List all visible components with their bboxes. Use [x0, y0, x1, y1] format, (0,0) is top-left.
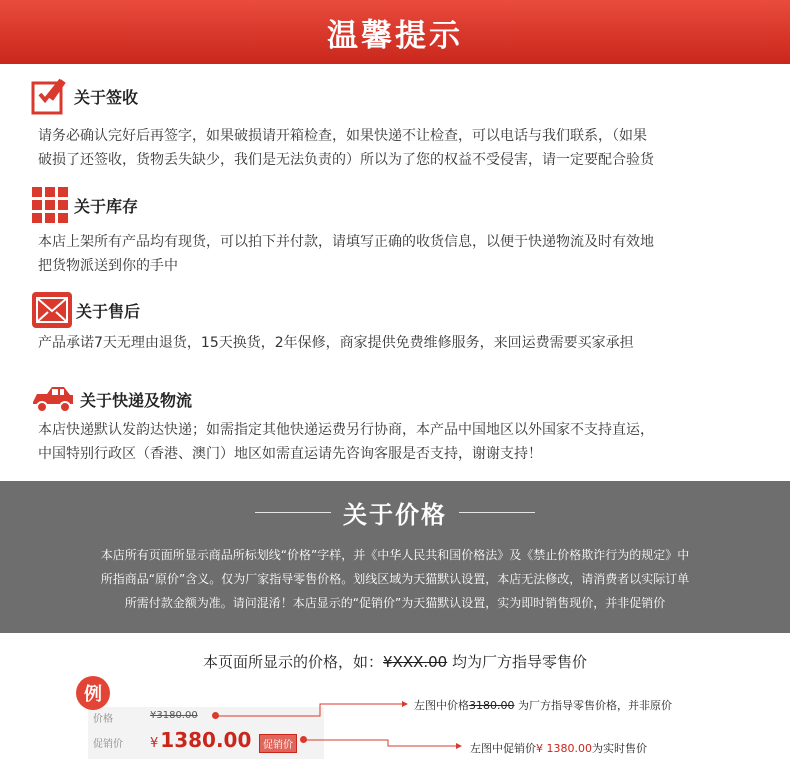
- note-pre: 左图中价格: [414, 699, 469, 712]
- body-line: 本店上架所有产品均有现货，可以拍下并付款，请填写正确的收货信息，以便于快递物流及时有效地: [38, 234, 654, 250]
- price-label: 价格: [93, 714, 113, 725]
- current-price-value: 1380.00: [160, 728, 252, 752]
- example-badge: 例: [76, 676, 110, 710]
- page-title: 温馨提示: [327, 17, 463, 54]
- pointer-dot: [212, 712, 219, 719]
- note-promo-price: [470, 740, 647, 756]
- body-line: 本店快递默认发韵达快递；如需指定其他快递运费另行协商，本产品中国地区以外国家不支持直运，: [38, 422, 654, 438]
- example-heading-pre: 本页面所显示的价格，如：: [202, 653, 383, 671]
- body-line: 请务必确认完好后再签字，如果破损请开箱检查，如果快递不让检查，可以电话与我们联系，（如果: [38, 128, 647, 144]
- body-line: 所需付款金额为准。请问混淆！本店显示的“促销价”为天猫默认设置，实为即时销售现价，并非促销价: [124, 596, 666, 610]
- promo-tag: 促销价: [259, 734, 297, 753]
- pointer-dot: [300, 736, 307, 743]
- section-title: 关于售后: [76, 301, 141, 321]
- note-price: ¥ 1380.00: [536, 742, 592, 755]
- old-price: ¥3180.00: [150, 710, 198, 721]
- note-original-price: [414, 697, 672, 713]
- promo-label: 促销价: [93, 739, 123, 750]
- body-line: 所指商品“原价”含义。仅为厂家指导零售价格。划线区域为天猫默认设置，本店无法修改，请消费者以实际订单: [100, 572, 690, 586]
- note-pre: 左图中促销价: [470, 742, 536, 755]
- body-line: 本店所有页面所显示商品所标划线“价格”字样，并《中华人民共和国价格法》及《禁止价格欺诈行为的规定》中: [100, 548, 690, 562]
- body-line: 产品承诺7天无理由退货，15天换货，2年保修，商家提供免费维修服务，来回运费需要买家承担: [38, 335, 634, 351]
- note-price: 3180.00: [469, 699, 515, 712]
- example-heading-post: 均为厂方指导零售价: [447, 653, 588, 671]
- section-title: 关于签收: [74, 87, 139, 107]
- section-title: 关于库存: [74, 196, 139, 216]
- body-line: 中国特别行政区（香港、澳门）地区如需直运请先咨询客服是否支持，谢谢支持！: [38, 446, 542, 462]
- note-post: 为实时售价: [591, 742, 647, 755]
- body-line: 破损了还签收，货物丢失缺少，我们是无法负责的）所以为了您的权益不受侵害，请一定要配合验货: [38, 152, 654, 168]
- note-post: 为厂方指导零售价格，并非原价: [514, 699, 672, 712]
- price-section-title: 关于价格: [343, 501, 447, 529]
- yen-sign: ¥: [150, 736, 159, 751]
- body-line: 把货物派送到你的手中: [38, 258, 178, 274]
- example-heading-price: ¥XXX.00: [383, 653, 448, 671]
- section-title: 关于快递及物流: [80, 390, 193, 410]
